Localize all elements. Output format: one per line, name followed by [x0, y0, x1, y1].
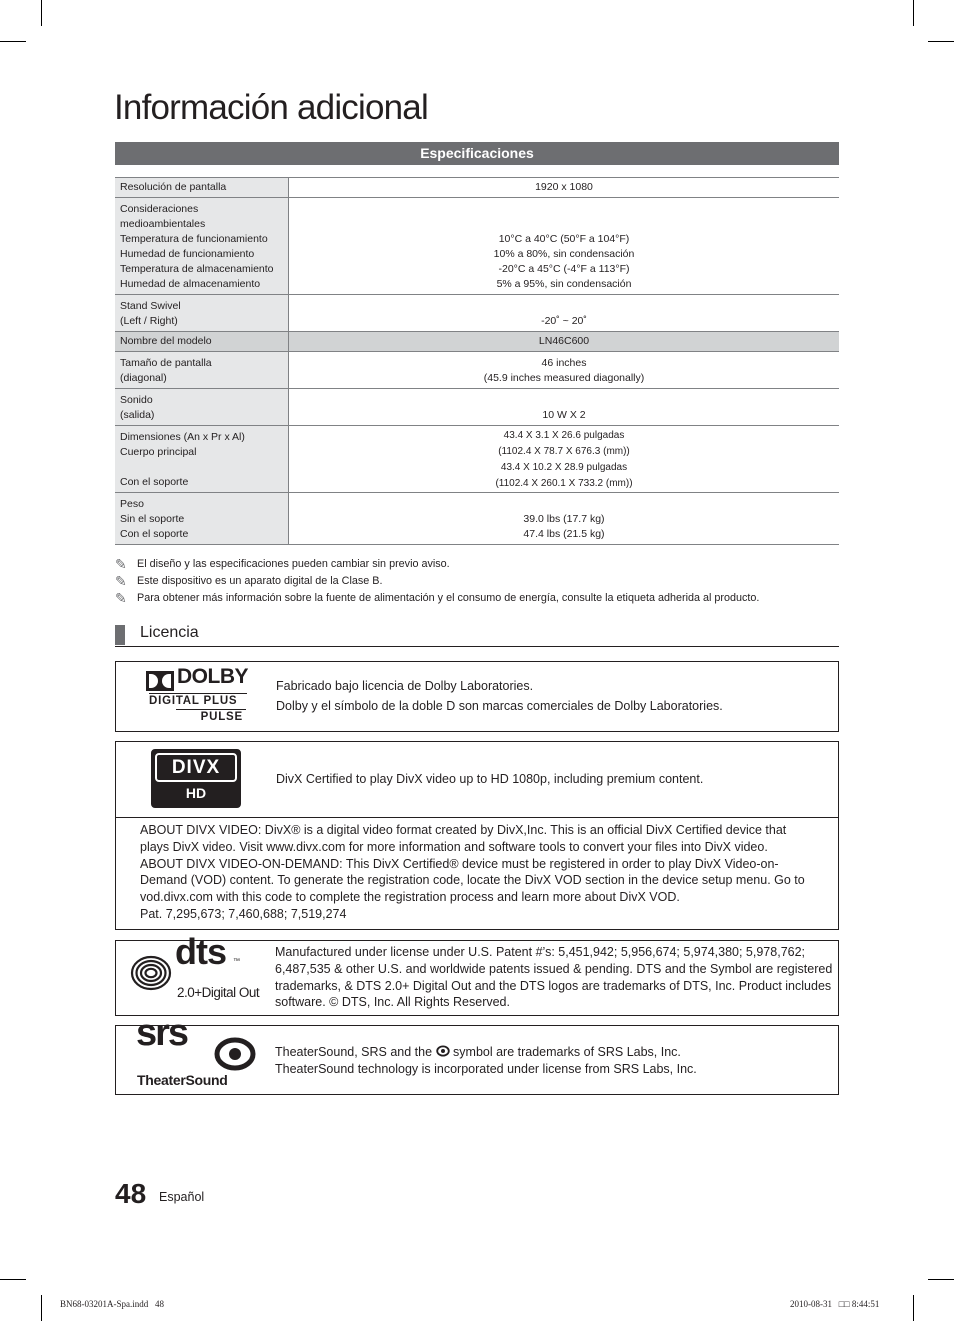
notes-list [115, 556, 759, 607]
spec-label: Peso Sin el soporte Con el soporte [115, 493, 289, 545]
double-d-icon [146, 671, 174, 691]
crop-mark [41, 0, 42, 26]
spec-row [115, 332, 839, 352]
note-text: El diseño y las especificaciones pueden cambiar sin previo aviso. [137, 558, 450, 570]
dolby-wordmark: DOLBY [177, 665, 248, 688]
dolby-text [276, 678, 723, 715]
spec-header: Especificaciones [115, 142, 839, 165]
pencil-note-icon: ✎ [115, 590, 127, 606]
spec-label: Nombre del modelo [115, 332, 289, 352]
divx-certified-text: DivX Certified to play DivX video up to HD 1080p, including premium content. [276, 772, 704, 786]
srs-logo [136, 1012, 260, 1090]
crop-mark [913, 0, 914, 26]
license-section-heading [115, 623, 839, 647]
divx-hd-label: HD [185, 785, 207, 801]
note-text: Este dispositivo es un aparato digital de la Clase B. [137, 575, 383, 587]
srs-wordmark [136, 1012, 188, 1054]
crop-mark [0, 1279, 26, 1280]
srs-inline-symbol-icon [436, 1045, 450, 1057]
spec-value: LN46C600 [289, 332, 840, 352]
spec-value: 10 W X 2 [289, 389, 840, 426]
dts-wordmark: dts [175, 931, 226, 972]
spec-label: Tamaño de pantalla (diagonal) [115, 352, 289, 389]
crop-mark [0, 41, 26, 42]
pencil-note-icon: ✎ [115, 573, 127, 589]
note-item [115, 573, 759, 590]
page-language: Español [159, 1190, 205, 1204]
footer-file: BN68-03201A-Spa.indd 48 [60, 1299, 164, 1309]
spec-value: 10°C a 40°C (50°F a 104°F) 10% a 80%, sin condensación -20°C a 45°C (-4°F a 113°F) 5% a 95%, sin condensación [289, 198, 840, 295]
spec-value: 1920 x 1080 [289, 178, 840, 198]
divx-about-paragraph: ABOUT DIVX VIDEO: DivX® is a digital video format created by DivX,Inc. This is an official DivX Certified device that plays DivX video. Visit www.divx.com for more information and software tools to convert your files into DivX video. ABOUT DIVX VIDEO-ON-DEMAND: This DivX Certified® device must be registered in order to play DivX Video-on-Demand (VOD) content. To generate the registration code, locate the DivX VOD section in the device setup menu. Go to vod.divx.com with this code to complete the registration process and learn more about DivX VOD. [140, 823, 805, 905]
dts-symbol-icon [130, 953, 172, 993]
dts-tm-label: ™ [233, 958, 240, 965]
srs-line-2: TheaterSound technology is incorporated under license from SRS Labs, Inc. [275, 1062, 697, 1076]
spec-value: 39.0 lbs (17.7 kg) 47.4 lbs (21.5 kg) [289, 493, 840, 545]
note-text: Para obtener más información sobre la fuente de alimentación y el consumo de energía, consulte la etiqueta adherida al producto. [137, 592, 760, 604]
spec-value: 43.4 X 3.1 X 26.6 pulgadas (1102.4 X 78.7 X 676.3 (mm)) 43.4 X 10.2 X 28.9 pulgadas (1102.4 X 260.1 X 733.2 (mm)) [289, 426, 840, 493]
spec-label: Dimensiones (An x Pr x Al) Cuerpo principal Con el soporte [115, 426, 289, 493]
dts-digital-out: 2.0+Digital Out [177, 985, 260, 1000]
note-item [115, 556, 759, 573]
spec-row [115, 389, 839, 426]
footer-date: 2010-08-31 □□ 8:44:51 [790, 1299, 880, 1309]
pencil-note-icon: ✎ [115, 556, 127, 572]
crop-mark [928, 1279, 954, 1280]
dts-text: Manufactured under license under U.S. Patent #’s: 5,451,942; 5,956,674; 5,974,380; 5,978,762; 6,487,535 & other U.S. and worldwide patents issued & pending. DTS and the Symbol are registered trademarks, & DTS 2.0+ Digital Out and the DTS logos are trademarks of DTS, Inc. Product includes software. © DTS, Inc. All Rights Reserved. [275, 945, 833, 1010]
spec-row [115, 295, 839, 332]
srs-line-1-b: symbol are trademarks of SRS Labs, Inc. [453, 1045, 681, 1059]
divx-hd-logo [151, 749, 241, 808]
srs-line-1-a: TheaterSound, SRS and the [275, 1045, 433, 1059]
page-number: 48 [115, 1178, 147, 1209]
crop-mark [913, 1295, 914, 1321]
divx-wordmark [155, 753, 237, 782]
srs-line-1 [275, 1044, 697, 1061]
srs-symbol-icon [214, 1037, 256, 1071]
dolby-pulse: PULSE [176, 709, 246, 724]
license-heading: Licencia [140, 624, 199, 641]
dts-license-box [115, 931, 839, 1016]
divx-word: DIVX [171, 757, 221, 778]
srs-theatersound: TheaterSound [137, 1072, 228, 1088]
dolby-license-box [115, 661, 839, 732]
page-title: Información adicional [114, 88, 428, 127]
dolby-line-1: Fabricado bajo licencia de Dolby Laboratories. [276, 679, 534, 693]
divx-license-box [115, 741, 839, 930]
crop-mark [41, 1295, 42, 1321]
spec-row [115, 493, 839, 545]
spec-label: Resolución de pantalla [115, 178, 289, 198]
dts-logo [130, 931, 262, 1003]
spec-row [115, 178, 839, 198]
srs-word: srs [136, 1012, 188, 1054]
note-item [115, 590, 759, 607]
srs-license-box [115, 1012, 839, 1095]
section-marker [115, 625, 125, 645]
spec-value: -20˚ ~ 20˚ [289, 295, 840, 332]
dolby-logo [146, 665, 250, 725]
spec-table [115, 177, 839, 545]
dolby-line-2: Dolby y el símbolo de la doble D son marcas comerciales de Dolby Laboratories. [276, 699, 723, 713]
spec-row [115, 198, 839, 295]
spec-label: Stand Swivel (Left / Right) [115, 295, 289, 332]
spec-row [115, 352, 839, 389]
spec-label: Sonido (salida) [115, 389, 289, 426]
spec-row [115, 426, 839, 493]
divx-logo-divider [116, 817, 838, 818]
dolby-digital-plus: DIGITAL PLUS [149, 693, 247, 708]
spec-value: 46 inches (45.9 inches measured diagonally) [289, 352, 840, 389]
crop-mark [928, 41, 954, 42]
divx-patents: Pat. 7,295,673; 7,460,688; 7,519,274 [140, 906, 347, 921]
divx-about-text [140, 822, 812, 923]
srs-text [275, 1044, 697, 1078]
spec-label: Consideraciones medioambientales Temperatura de funcionamiento Humedad de funcionamiento Temperatura de almacenamiento Humedad de almacenamiento [115, 198, 289, 295]
